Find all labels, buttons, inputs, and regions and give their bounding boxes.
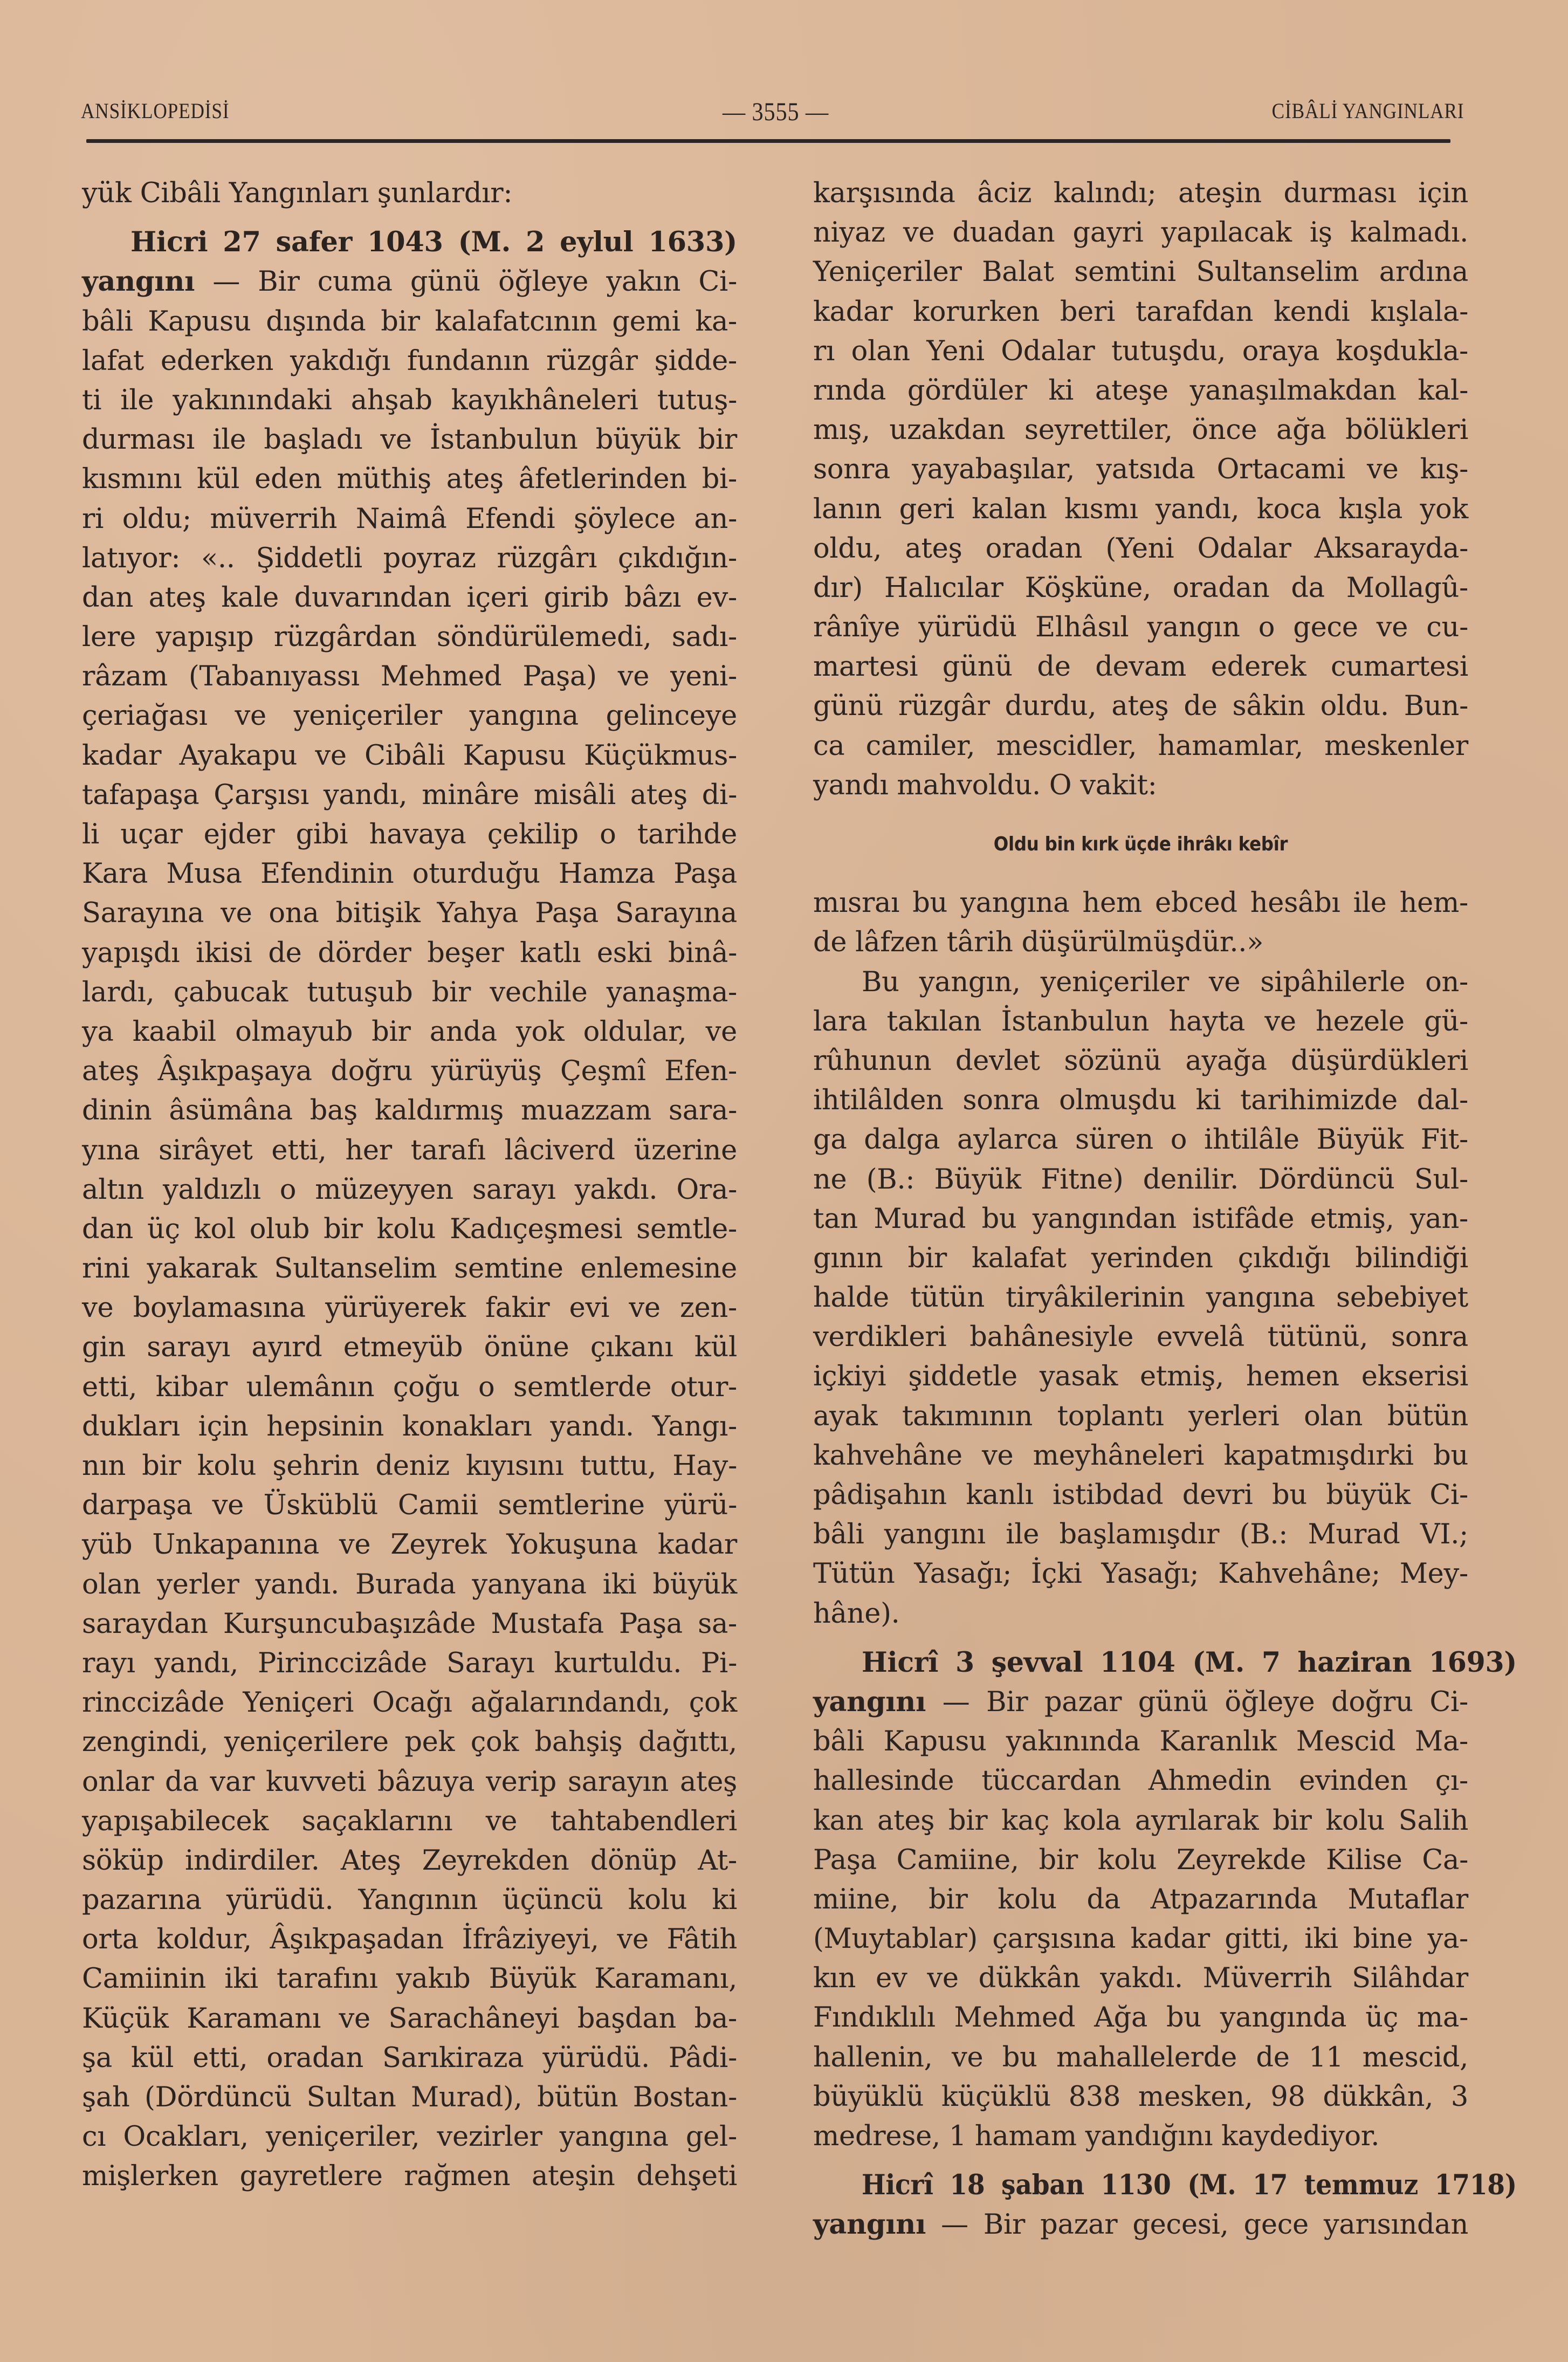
text-line: bâli Kapusu dışında bir kalafatcının gemi ka- — [82, 305, 737, 338]
text-line: zengindi, yeniçerilere pek çok bahşiş dağıttı, — [82, 1726, 737, 1759]
text-line: yük Cibâli Yangınları şunlardır: — [82, 177, 513, 209]
text-line: mişlerken gayretlere rağmen ateşin dehşeti — [82, 2160, 737, 2193]
text-line: durması ile başladı ve İstanbulun büyük bir — [82, 424, 737, 456]
text-line: ri oldu; müverrih Naimâ Efendi şöylece an- — [82, 503, 737, 535]
text-line: şah (Dördüncü Sultan Murad), bütün Bostan- — [82, 2082, 737, 2113]
text-line: şa kül etti, oradan Sarıkiraza yürüdü. Pâdi- — [82, 2042, 737, 2074]
text-line: ateş Âşıkpaşaya doğru yürüyüş Çeşmî Efen- — [82, 1055, 737, 1088]
text-line: bâli Kapusu yakınında Karanlık Mescid Ma- — [813, 1726, 1468, 1758]
text-line: bâli yangını ile başlamışdır (B.: Murad VI.; — [813, 1519, 1468, 1551]
text-line: hâne). — [813, 1597, 900, 1630]
text-line: li uçar ejder gibi havaya çekilip o tarihde — [82, 819, 737, 850]
text-line: mısraı bu yangına hem ebced hesâbı ile hem- — [813, 887, 1468, 919]
text-line: rında gördüler ki ateşe yanaşılmakdan kal- — [813, 374, 1468, 407]
header-article-title: CİBÂLİ YANGINLARI — [1271, 99, 1464, 123]
text-line: içkiyi şiddetle yasak etmiş, hemen ekserisi — [813, 1361, 1468, 1393]
text-line: pazarına yürüdü. Yangının üçüncü kolu ki — [82, 1884, 737, 1917]
text-line: Kara Musa Efendinin oturduğu Hamza Paşa — [82, 858, 737, 890]
section-heading: Hicrî 3 şevval 1104 (M. 7 haziran 1693) — [862, 1646, 1517, 1679]
text-line: hallenin, ve bu mahallelerde de 11 mescid, — [813, 2041, 1468, 2073]
text-line: martesi günü de devam ederek cumartesi — [813, 651, 1468, 683]
text-line: dinin âsümâna baş kaldırmış muazzam sara- — [82, 1095, 737, 1127]
text-line: gının bir kalafat yerinden çıkdığı bilindiği — [813, 1242, 1468, 1274]
verse-line: Oldu bin kırk üçde ihrâkı kebîr — [993, 833, 1288, 855]
text-line: Bu yangın, yeniçeriler ve sipâhilerle on- — [862, 966, 1468, 998]
text-line: dan ateş kale duvarından içeri girib bâzı ev- — [82, 581, 737, 614]
text-line: hallesinde tüccardan Ahmedin evinden çı- — [813, 1765, 1468, 1797]
text-line: Küçük Karamanı ve Sarachâneyi başdan ba- — [82, 2002, 737, 2035]
right-column — [813, 174, 1517, 2245]
text-line: sonra yayabaşılar, yatsıda Ortacami ve kış- — [813, 454, 1468, 486]
text-line: ne (B.: Büyük Fitne) denilir. Dördüncü Sul- — [813, 1163, 1468, 1196]
text-line: dukları için hepsinin konakları yandı. Yangı- — [82, 1410, 737, 1443]
text-line: etti, kibar ulemânın çoğu o semtlerde otur- — [82, 1371, 737, 1403]
header-publication-name: ANSİKLOPEDİSİ — [81, 99, 230, 123]
text-line: cı Ocakları, yeniçeriler, vezirler yangına gel- — [82, 2121, 737, 2153]
text-line: kan ateş bir kaç kola ayrılarak bir kolu Salih — [813, 1804, 1468, 1837]
text-line: yüb Unkapanına ve Zeyrek Yokuşuna kadar — [82, 1529, 737, 1561]
text-line: yına sirâyet etti, her tarafı lâciverd üzerine — [82, 1134, 737, 1166]
text-line: tan Murad bu yangından istifâde etmiş, yan- — [813, 1203, 1468, 1235]
text-line: rı olan Yeni Odalar tutuşdu, oraya koşdukla- — [813, 335, 1468, 367]
text-line: rini yakarak Sultanselim semtine enlemesine — [82, 1253, 737, 1285]
text-line: kadar Ayakapu ve Cibâli Kapusu Küçükmus- — [82, 739, 737, 772]
running-header — [81, 92, 1464, 135]
text-line: darpaşa ve Üsküblü Camii semtlerine yürü- — [82, 1489, 737, 1522]
left-column — [82, 174, 737, 2196]
text-line: günü rüzgâr durdu, ateş de sâkin oldu. Bun- — [813, 690, 1468, 723]
text-line: miine, bir kolu da Atpazarında Mutaflar — [813, 1883, 1468, 1915]
text-line: onlar da var kuvveti bâzuya verip sarayın ateş — [82, 1766, 737, 1798]
text-line: ayak takımının toplantı yerleri olan bütün — [813, 1400, 1468, 1432]
text-line: verdikleri bahânesiyle evvelâ tütünü, sonra — [813, 1321, 1468, 1354]
text-line: büyüklü küçüklü 838 mesken, 98 dükkân, 3 — [813, 2081, 1468, 2113]
text-line: dır) Halıcılar Köşküne, oradan da Mollagû- — [813, 572, 1468, 604]
section-heading: Hicrî 18 şaban 1130 (M. 17 temmuz 1718) — [862, 2169, 1517, 2202]
text-line: ga dalga aylarca süren o ihtilâle Büyük Fit- — [813, 1124, 1468, 1156]
text-line: kadar korurken beri tarafdan kendi kışlala- — [813, 296, 1468, 328]
text-line: Tütün Yasağı; İçki Yasağı; Kahvehâne; Mey- — [813, 1558, 1468, 1590]
text-line: kahvehâne ve meyhâneleri kapatmışdırki bu — [813, 1439, 1468, 1472]
text-line: altın yaldızlı o müzeyyen sarayı yakdı. Ora- — [82, 1173, 737, 1206]
text-line: dan üç kol olub bir kolu Kadıçeşmesi semtle- — [82, 1213, 737, 1245]
text-line: rinccizâde Yeniçeri Ocağı ağalarındandı, çok — [82, 1687, 737, 1719]
text-line: rûhunun devlet sözünü ayağa düşürdükleri — [813, 1045, 1468, 1077]
section-heading-continuation: yangını — Bir pazar günü öğleye doğru Ci- — [813, 1685, 1468, 1718]
section-heading-continuation: yangını — Bir pazar gecesi, gece yarısından — [813, 2208, 1468, 2241]
text-line: saraydan Kurşuncubaşızâde Mustafa Paşa sa- — [82, 1608, 737, 1640]
text-line: olan yerler yandı. Burada yanyana iki büyük — [82, 1568, 737, 1601]
text-line: nın bir kolu şehrin deniz kıyısını tuttu, Hay- — [82, 1450, 737, 1482]
header-rule — [86, 139, 1450, 143]
text-line: yapışdı ikisi de dörder beşer katlı eski binâ- — [82, 937, 737, 969]
text-line: râzam (Tabanıyassı Mehmed Paşa) ve yeni- — [82, 661, 737, 693]
text-line: niyaz ve duadan gayri yapılacak iş kalmadı. — [813, 217, 1468, 249]
text-line: Sarayına ve ona bitişik Yahya Paşa Sarayına — [82, 897, 737, 930]
text-line: de lâfzen târih düşürülmüşdür..» — [813, 926, 1264, 959]
text-line: mış, uzakdan seyrettiler, önce ağa bölükleri — [813, 414, 1468, 447]
text-line: Paşa Camiine, bir kolu Zeyrekde Kilise Ca- — [813, 1844, 1468, 1876]
text-line: lafat ederken yakdığı fundanın rüzgâr şidde- — [82, 345, 737, 377]
text-line: medrese, 1 hamam yandığını kaydediyor. — [813, 2120, 1380, 2152]
text-line: orta koldur, Âşıkpaşadan İfrâziyeyi, ve Fâtih — [82, 1924, 737, 1956]
text-line: ti ile yakınındaki ahşab kayıkhâneleri tutuş- — [82, 384, 737, 416]
page-number: — 3555 — — [723, 98, 829, 126]
text-line: lanın geri kalan kısmı yandı, koca kışla yok — [813, 493, 1468, 525]
text-line: Yeniçeriler Balat semtini Sultanselim ardına — [813, 256, 1468, 289]
text-line: rânîye yürüdü Elhâsıl yangın o gece ve cu- — [813, 612, 1468, 644]
text-line: oldu, ateş oradan (Yeni Odalar Aksarayda- — [813, 532, 1468, 565]
text-line: kın ev ve dükkân yakdı. Müverrih Silâhdar — [813, 1962, 1468, 1995]
text-line: Fındıklılı Mehmed Ağa bu yangında üç ma- — [813, 2002, 1468, 2034]
text-line: lara takılan İstanbulun hayta ve hezele gü- — [813, 1005, 1468, 1038]
text-line: ve boylamasına yürüyerek fakir evi ve zen- — [82, 1292, 737, 1324]
section-heading-continuation: yangını — Bir cuma günü öğleye yakın Ci- — [82, 265, 737, 298]
text-line: gin sarayı ayırd etmeyüb önüne çıkanı kül — [82, 1331, 737, 1364]
text-line: (Muytablar) çarşısına kadar gitti, iki bine ya- — [813, 1923, 1468, 1955]
text-line: tafapaşa Çarşısı yandı, minâre misâli ateş di- — [82, 779, 737, 811]
text-line: Camiinin iki tarafını yakıb Büyük Karamanı, — [82, 1963, 737, 1995]
text-line: ca camiler, mescidler, hamamlar, meskenler — [813, 730, 1468, 762]
text-line: pâdişahın kanlı istibdad devri bu büyük Ci- — [813, 1479, 1468, 1511]
section-heading: Hicri 27 safer 1043 (M. 2 eylul 1633) — [130, 226, 737, 259]
text-line: rayı yandı, Pirinccizâde Sarayı kurtuldu. Pi- — [82, 1647, 737, 1679]
text-line: karşısında âciz kalındı; ateşin durması için — [813, 177, 1468, 209]
text-line: ihtilâlden sonra olmuşdu ki tarihimizde dal- — [813, 1084, 1468, 1117]
text-line: çeriağası ve yeniçeriler yangına gelinceye — [82, 700, 737, 732]
text-line: ya kaabil olmayub bir anda yok oldular, ve — [82, 1015, 737, 1048]
text-line: söküp indirdiler. Ateş Zeyrekden dönüp At- — [82, 1844, 737, 1877]
text-line: kısmını kül eden müthiş ateş âfetlerinden bi- — [82, 463, 737, 496]
text-line: yandı mahvoldu. O vakit: — [813, 769, 1157, 801]
text-line: halde tütün tiryâkilerinin yangına sebebiyet — [813, 1282, 1468, 1314]
text-line: yapışabilecek saçaklarını ve tahtabendleri — [82, 1805, 737, 1837]
text-line: lere yapışıp rüzgârdan söndürülemedi, sadı- — [82, 621, 737, 654]
text-line: lardı, çabucak tutuşub bir vechile yanaşma- — [82, 976, 737, 1008]
text-line: latıyor: «.. Şiddetli poyraz rüzgârı çıkdığın- — [82, 542, 737, 574]
